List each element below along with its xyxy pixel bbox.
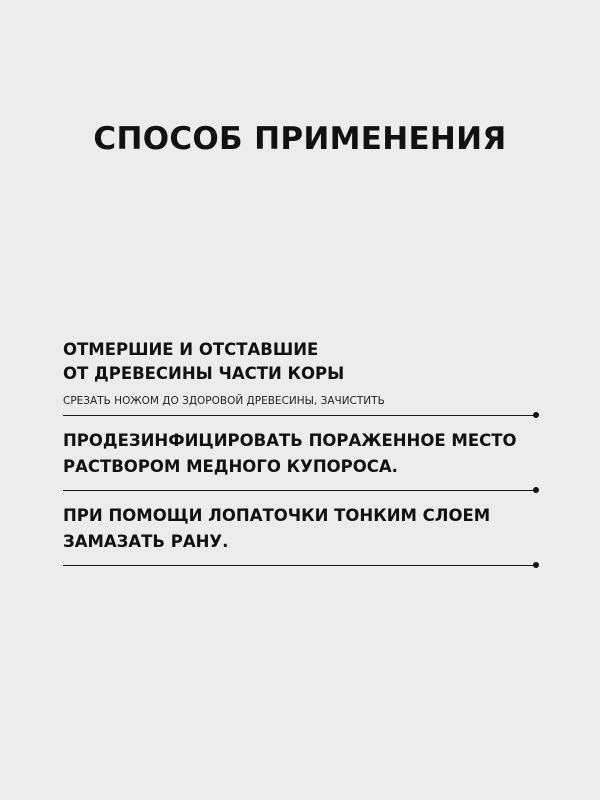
step-1-note: СРЕЗАТЬ НОЖОМ ДО ЗДОРОВОЙ ДРЕВЕСИНЫ, ЗАЧИСТИТЬ	[63, 395, 385, 407]
step-2	[63, 428, 539, 491]
divider-dot-icon	[533, 562, 539, 568]
step-3	[63, 503, 539, 566]
divider-line	[63, 415, 535, 416]
step-2-divider	[63, 489, 539, 491]
step-3-divider	[63, 564, 539, 566]
divider-dot-icon	[533, 487, 539, 493]
divider-line	[63, 490, 535, 491]
step-2-heading-line-2: РАСТВОРОМ МЕДНОГО КУПОРОСА.	[63, 457, 398, 476]
instruction-steps	[63, 338, 539, 576]
step-1-divider	[63, 414, 539, 416]
step-1-heading-line-2: ОТ ДРЕВЕСИНЫ ЧАСТИ КОРЫ	[63, 364, 345, 383]
step-2-heading-line-1: ПРОДЕЗИНФИЦИРОВАТЬ ПОРАЖЕННОЕ МЕСТО	[63, 431, 517, 450]
step-2-heading	[63, 428, 539, 480]
divider-line	[63, 565, 535, 566]
step-3-heading-line-1: ПРИ ПОМОЩИ ЛОПАТОЧКИ ТОНКИМ СЛОЕМ	[63, 506, 491, 525]
step-3-heading	[63, 503, 539, 555]
step-1-heading	[63, 338, 539, 386]
step-1	[63, 338, 539, 416]
step-1-heading-line-1: ОТМЕРШИЕ И ОТСТАВШИЕ	[63, 340, 319, 359]
page-title: СПОСОБ ПРИМЕНЕНИЯ	[93, 121, 507, 157]
divider-dot-icon	[533, 412, 539, 418]
step-3-heading-line-2: ЗАМАЗАТЬ РАНУ.	[63, 532, 229, 551]
